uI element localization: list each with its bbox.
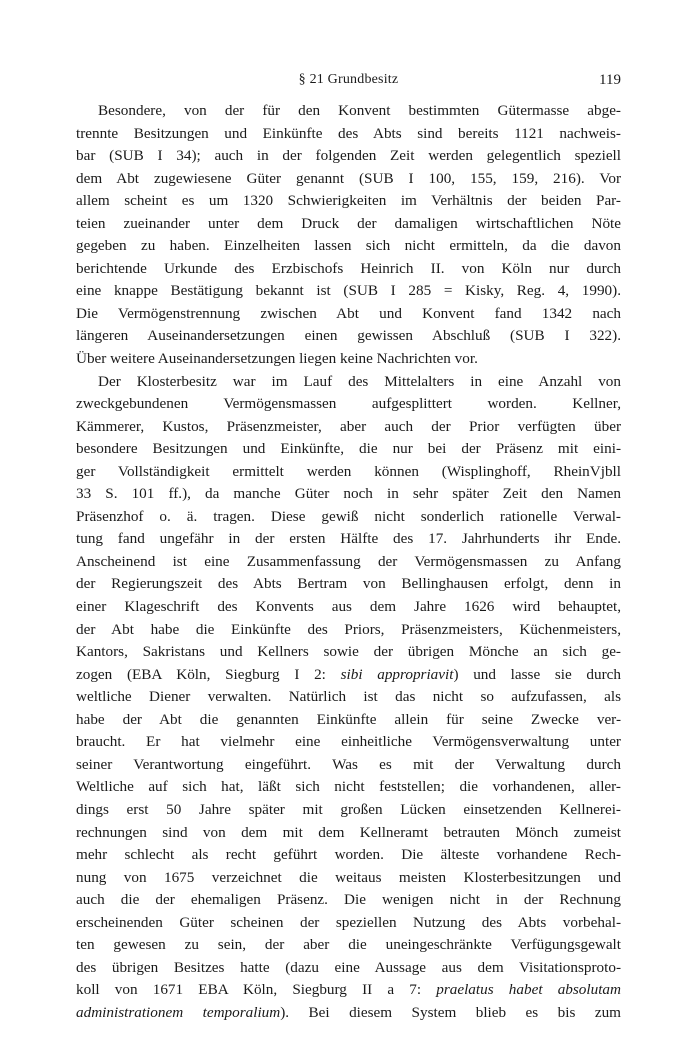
text-line: bar (SUB I 34); auch in der folgenden Zeit werden gelegentlich speziell: [76, 147, 621, 165]
running-title: § 21 Grundbesitz: [298, 72, 399, 87]
text-line: Kantors, Sakristans und Kellners sowie der übrigen Mönche an sich ge-: [76, 643, 621, 661]
text-line: habe der Abt die genannten Einkünfte allein für seine Zwecke ver-: [76, 710, 621, 728]
text-line: trennte Besitzungen und Einkünfte des Abts sind bereits 1121 nachweis-: [76, 124, 621, 142]
text-segment: ). Bei diesem System blieb es bis zum: [280, 1003, 621, 1021]
text-line: nung von 1675 verzeichnet die weitaus meisten Klosterbesitzungen und: [76, 868, 621, 886]
text-line: dem Abt zugewiesene Güter genannt (SUB I 100, 155, 159, 216). Vor: [76, 169, 621, 187]
text-line: ger Vollständigkeit ermittelt werden können (Wisplinghoff, RheinVjbll: [76, 462, 621, 480]
running-head: [76, 72, 621, 94]
body-text: [76, 100, 621, 1024]
text-line: rechnungen sind von dem mit dem Kellneramt betrauten Mönch zumeist: [76, 823, 621, 841]
text-line: auch die der ehemaligen Präsenz. Die wenigen nicht in der Rechnung: [76, 891, 621, 909]
text-line: gegeben zu haben. Einzelheiten lassen sich nicht ermitteln, da die davon: [76, 237, 621, 255]
text-line: ten gewesen zu sein, der aber die uneingeschränkte Verfügungsgewalt: [76, 936, 621, 954]
text-line: Die Vermögenstrennung zwischen Abt und Konvent fand 1342 nach: [76, 304, 621, 322]
text-line: der Regierungszeit des Abts Bertram von Bellinghausen erfolgt, denn in: [76, 575, 621, 593]
text-line: berichtende Urkunde des Erzbischofs Heinrich II. von Köln nur durch: [76, 259, 621, 277]
text-line: Kämmerer, Kustos, Präsenzmeister, aber auch der Prior verfügten über: [76, 417, 621, 435]
text-line: Besondere, von der für den Konvent bestimmten Gütermasse abge-: [98, 102, 621, 119]
text-line: zweckgebundenen Vermögensmassen aufgesplittert worden. Kellner,: [76, 395, 621, 413]
text-line: weltliche Diener verwalten. Natürlich ist das nicht so aufzufassen, als: [76, 688, 621, 706]
latin-citation: praelatus habet absolutam: [436, 981, 621, 999]
text-line: längeren Auseinandersetzungen einen gewissen Abschluß (SUB I 322).: [76, 327, 621, 345]
text-line: Über weitere Auseinandersetzungen liegen keine Nachrichten vor.: [76, 350, 478, 368]
text-line: [76, 664, 621, 687]
text-line: einer Klageschrift des Konvents aus dem Jahre 1626 wird behauptet,: [76, 598, 621, 616]
text-line: eine knappe Bestätigung bekannt ist (SUB I 285 = Kisky, Reg. 4, 1990).: [76, 282, 621, 300]
latin-citation: administrationem temporalium: [76, 1003, 281, 1021]
text-line: des übrigen Besitzes hatte (dazu eine Aussage aus dem Visitationsproto-: [76, 958, 621, 976]
page-number: 119: [599, 72, 621, 88]
text-segment: zogen (EBA Köln, Siegburg I 2:: [76, 665, 341, 683]
text-line: dings erst 50 Jahre später mit großen Lücken einsetzenden Kellnerei-: [76, 800, 621, 818]
text-line: der Abt habe die Einkünfte des Priors, Präsenzmeisters, Küchenmeisters,: [76, 620, 621, 638]
text-line: tung fand ungefähr in der ersten Hälfte des 17. Jahrhunderts ihr Ende.: [76, 530, 621, 548]
text-segment: koll von 1671 EBA Köln, Siegburg II a 7:: [76, 981, 437, 999]
text-line: Präsenzhof o. ä. tragen. Diese gewiß nicht sonderlich rationelle Verwal-: [76, 507, 621, 525]
text-segment: ) und lasse sie durch: [453, 665, 622, 683]
text-line: teien zueinander unter dem Druck der damaligen wirtschaftlichen Nöte: [76, 214, 621, 232]
text-line: mehr schlecht als recht geführt worden. Die älteste vorhandene Rech-: [76, 846, 621, 864]
text-line: 33 S. 101 ff.), da manche Güter noch in sehr später Zeit den Namen: [76, 485, 621, 503]
text-line: [76, 979, 621, 1002]
text-line: allem scheint es um 1320 Schwierigkeiten im Verhältnis der beiden Par-: [76, 192, 621, 210]
text-line: seiner Verantwortung eingeführt. Was es mit der Verwaltung durch: [76, 755, 621, 773]
text-line: erscheinenden Güter scheinen der speziellen Nutzung des Abts vorbehal-: [76, 913, 621, 931]
text-line: braucht. Er hat vielmehr eine einheitliche Vermögensverwaltung unter: [76, 733, 621, 751]
text-line: Weltliche auf sich hat, läßt sich nicht feststellen; die vorhandenen, aller-: [76, 778, 621, 796]
latin-citation: sibi appropriavit: [340, 665, 454, 683]
text-line: Anscheinend ist eine Zusammenfassung der Vermögensmassen zu Anfang: [76, 552, 621, 570]
text-line: Der Klosterbesitz war im Lauf des Mittelalters in eine Anzahl von: [98, 372, 621, 390]
text-line: [76, 1002, 621, 1025]
text-line: besondere Besitzungen und Einkünfte, die nur bei der Präsenz mit eini-: [76, 440, 621, 458]
